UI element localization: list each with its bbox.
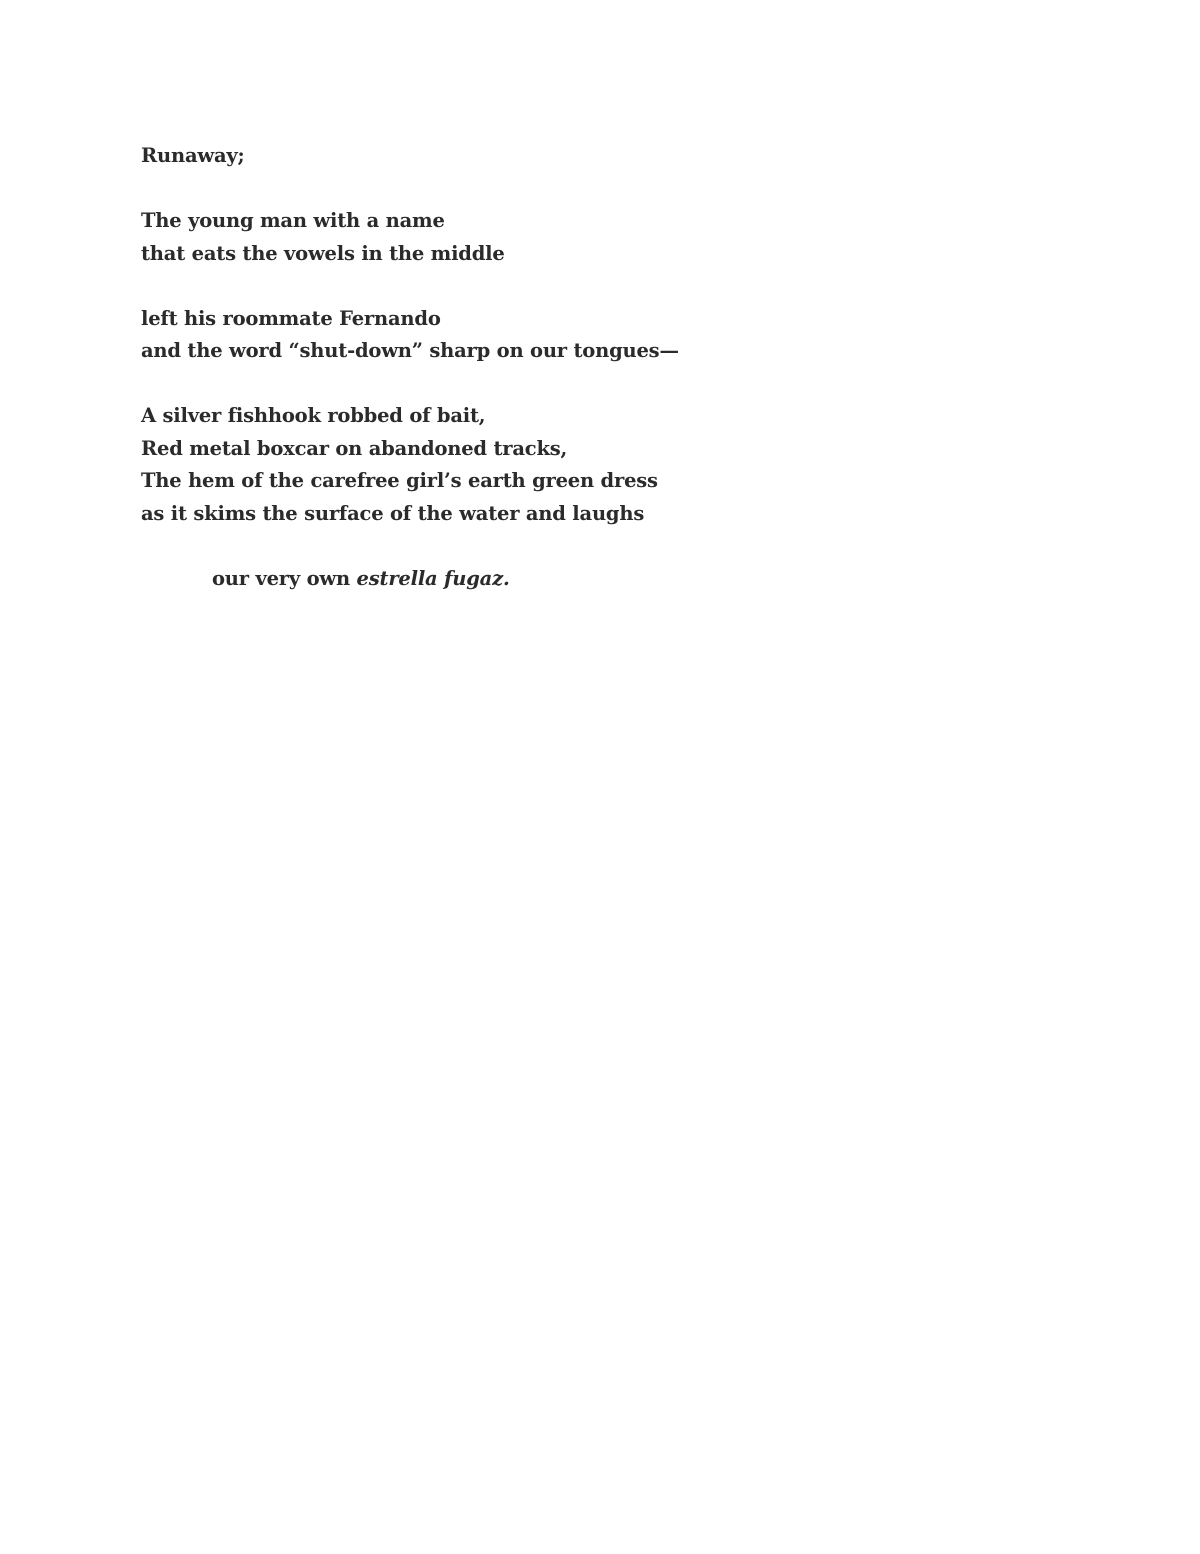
poem-line: and the word “shut-down” sharp on our tongues— bbox=[141, 339, 679, 362]
poem-title: Runaway; bbox=[141, 144, 245, 167]
poem-line: left his roommate Fernando bbox=[141, 306, 441, 330]
stanza-break bbox=[141, 173, 1041, 206]
stanza-break bbox=[141, 530, 1041, 563]
stanza-break bbox=[141, 270, 1041, 303]
closing-text: our very own bbox=[212, 566, 357, 590]
poem-line: that eats the vowels in the middle bbox=[141, 241, 505, 265]
stanza-break bbox=[141, 368, 1041, 401]
poem-line: Red metal boxcar on abandoned tracks, bbox=[141, 436, 568, 460]
poem-line: The hem of the carefree girl’s earth green dress bbox=[141, 469, 658, 492]
closing-italic-text: estrella fugaz. bbox=[356, 566, 510, 590]
poem-line: A silver fishhook robbed of bait, bbox=[141, 404, 486, 427]
poem bbox=[141, 140, 1041, 595]
poem-line: as it skims the surface of the water and laughs bbox=[141, 501, 645, 525]
closing-line bbox=[141, 563, 1041, 596]
poem-line: The young man with a name bbox=[141, 209, 445, 232]
